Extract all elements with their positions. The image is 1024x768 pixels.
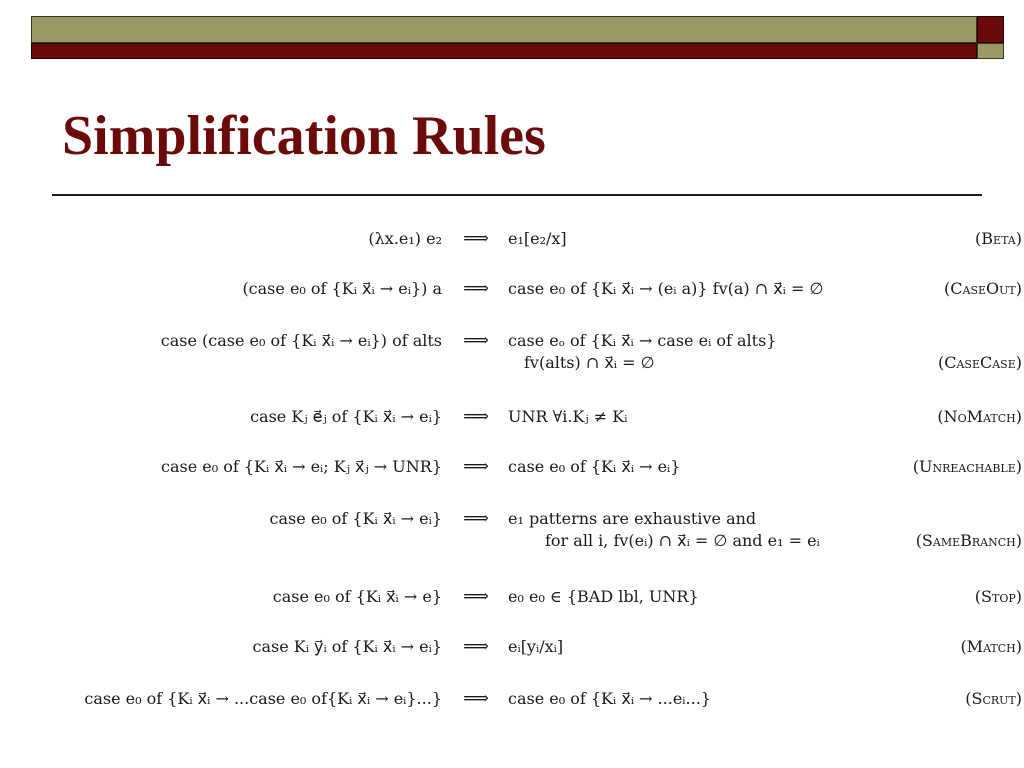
rule-name: (Unreachable) — [912, 457, 1022, 476]
header-square-maroon — [977, 16, 1004, 43]
title-divider — [52, 194, 982, 196]
implies-arrow: ⟹ — [463, 330, 489, 351]
rule-rhs: case eₒ of {Kᵢ x⃗ᵢ → case eᵢ of alts} — [508, 331, 777, 350]
implies-arrow: ⟹ — [463, 508, 489, 529]
header-bar-maroon — [31, 43, 977, 59]
header-bar-olive — [31, 16, 977, 43]
rule-lhs: case e₀ of {Kᵢ x⃗ᵢ → ...case e₀ of{Kᵢ x⃗ᵢ → eᵢ}...} — [84, 689, 442, 708]
rule-lhs: case e₀ of {Kᵢ x⃗ᵢ → eᵢ} — [269, 509, 442, 528]
implies-arrow: ⟹ — [463, 688, 489, 709]
rule-name: (CaseOut) — [944, 279, 1022, 298]
rule-rhs: e₁ patterns are exhaustive and — [508, 509, 757, 528]
implies-arrow: ⟹ — [463, 406, 489, 427]
rule-name: (Stop) — [974, 587, 1022, 606]
rule-rhs: case e₀ of {Kᵢ x⃗ᵢ → eᵢ} — [508, 457, 681, 476]
rule-rhs: UNR ∀i.Kⱼ ≠ Kᵢ — [508, 407, 628, 426]
implies-arrow: ⟹ — [463, 278, 489, 299]
slide-title: Simplification Rules — [62, 105, 546, 167]
rule-rhs: case e₀ of {Kᵢ x⃗ᵢ → (eᵢ a)} fv(a) ∩ x⃗ᵢ = ∅ — [508, 279, 824, 298]
rule-name: (Beta) — [975, 229, 1022, 248]
rule-name: (CaseCase) — [938, 353, 1022, 372]
rule-lhs: case Kᵢ y⃗ᵢ of {Kᵢ x⃗ᵢ → eᵢ} — [252, 637, 442, 656]
implies-arrow: ⟹ — [463, 586, 489, 607]
rule-name: (NoMatch) — [937, 407, 1022, 426]
rule-rhs: e₀ e₀ ∈ {BAD lbl, UNR} — [508, 587, 699, 606]
rule-name: (Match) — [960, 637, 1022, 656]
rule-lhs: (case e₀ of {Kᵢ x⃗ᵢ → eᵢ}) a — [242, 279, 442, 298]
rule-side-condition: for all i, fv(eᵢ) ∩ x⃗ᵢ = ∅ and e₁ = eᵢ — [545, 531, 820, 550]
rule-rhs: eᵢ[yᵢ/xᵢ] — [508, 637, 564, 656]
implies-arrow: ⟹ — [463, 636, 489, 657]
rule-lhs: (λx.e₁) e₂ — [368, 229, 442, 248]
rule-lhs: case e₀ of {Kᵢ x⃗ᵢ → eᵢ; Kⱼ x⃗ⱼ → UNR} — [161, 457, 442, 476]
implies-arrow: ⟹ — [463, 228, 489, 249]
rule-lhs: case e₀ of {Kᵢ x⃗ᵢ → e} — [272, 587, 442, 606]
rule-side-condition: fv(alts) ∩ x⃗ᵢ = ∅ — [524, 353, 655, 372]
header-square-olive — [977, 43, 1004, 59]
rule-rhs: e₁[e₂/x] — [508, 229, 567, 248]
rule-lhs: case (case e₀ of {Kᵢ x⃗ᵢ → eᵢ}) of alts — [160, 331, 442, 350]
rule-name: (SameBranch) — [915, 531, 1022, 550]
implies-arrow: ⟹ — [463, 456, 489, 477]
rule-rhs: case e₀ of {Kᵢ x⃗ᵢ → ...eᵢ...} — [508, 689, 711, 708]
rule-name: (Scrut) — [965, 689, 1022, 708]
rule-lhs: case Kⱼ e⃗ⱼ of {Kᵢ x⃗ᵢ → eᵢ} — [250, 407, 442, 426]
